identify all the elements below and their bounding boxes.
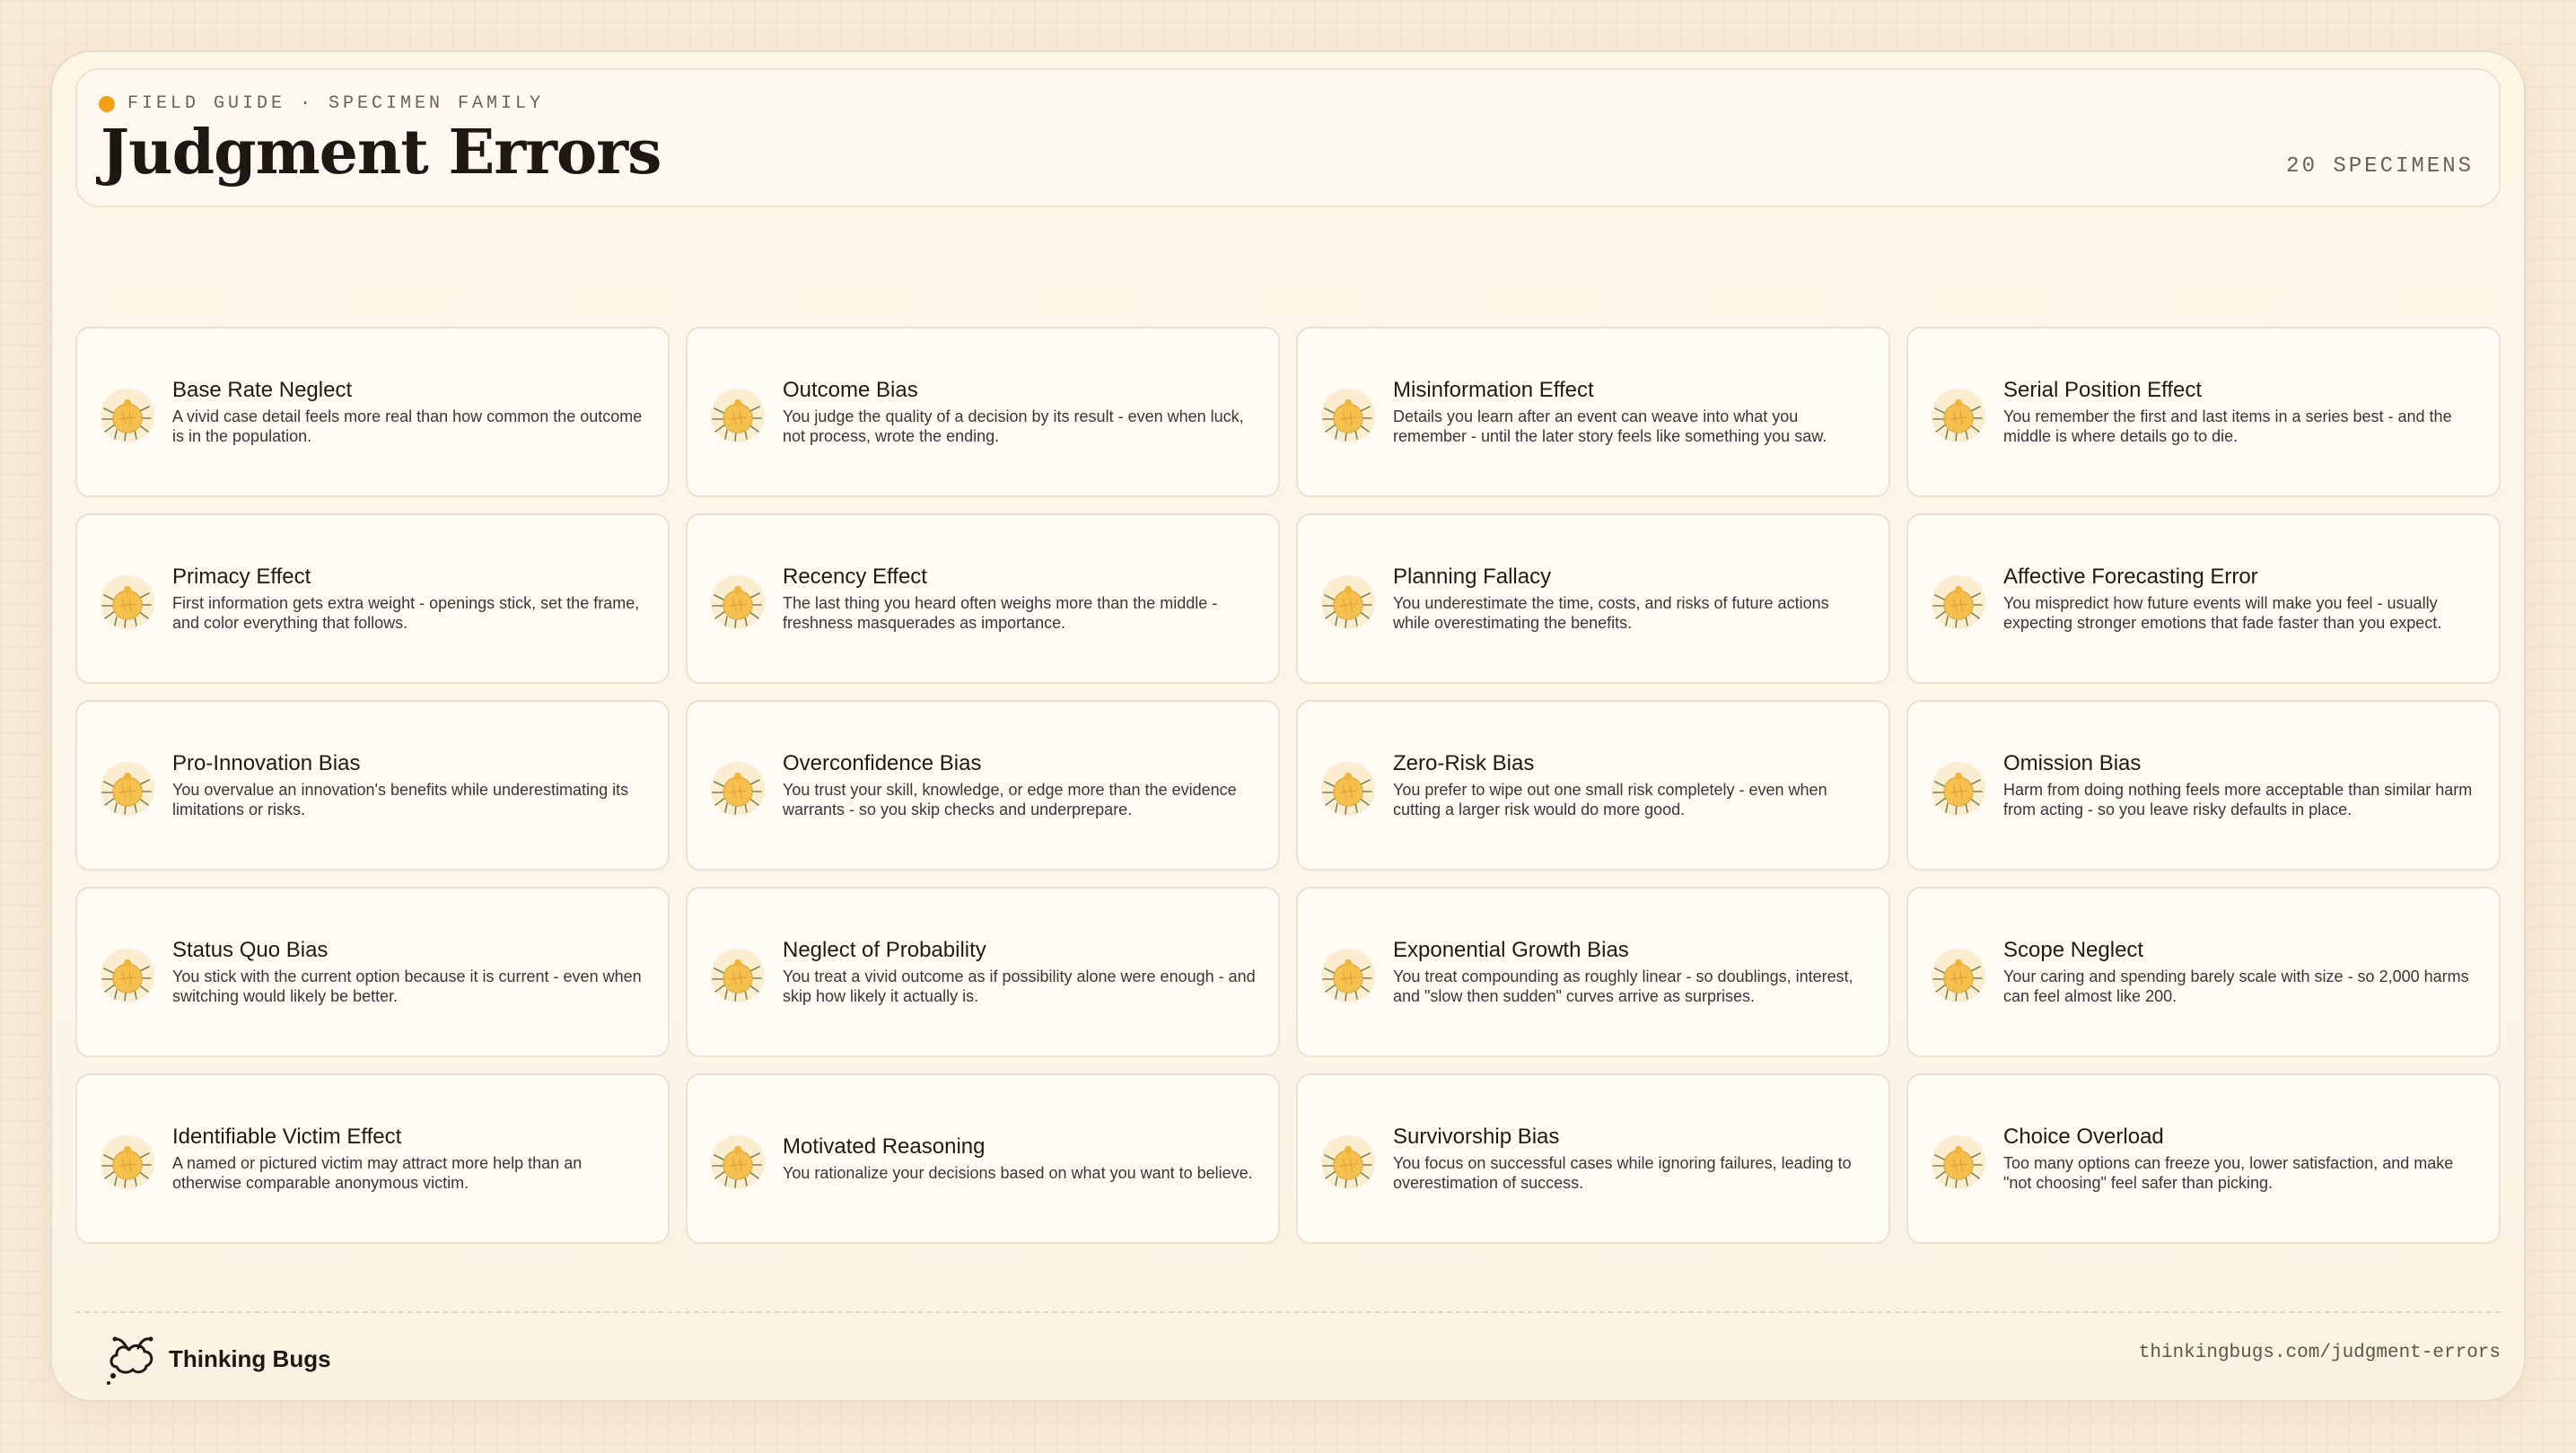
specimen-card-overconfidence-bias[interactable] <box>686 700 1280 871</box>
bug-icon <box>1926 1132 1989 1195</box>
card-text <box>2003 751 2479 819</box>
bug-icon <box>705 758 768 821</box>
card-text <box>2003 938 2479 1006</box>
card-text <box>172 938 648 1006</box>
card-title: Identifiable Victim Effect <box>172 1125 402 1149</box>
card-description: You remember the first and last items in a series best - and the middle is where details go to die. <box>2003 407 2452 445</box>
card-title: Neglect of Probability <box>783 938 986 962</box>
card-description: A named or pictured victim may attract more help than an otherwise comparable anonymous victim. <box>172 1154 583 1192</box>
card-text <box>172 378 648 446</box>
card-description: Too many options can freeze you, lower satisfaction, and make "not choosing" feel safer than picking. <box>2003 1154 2454 1192</box>
card-text <box>1393 565 1869 633</box>
bug-icon <box>705 572 768 635</box>
card-description: You prefer to wipe out one small risk completely - even when cutting a larger risk would do more good. <box>1393 781 1827 818</box>
card-text <box>172 565 648 633</box>
specimen-card-exponential-growth-bias[interactable] <box>1296 887 1890 1057</box>
specimen-card-zero-risk-bias[interactable] <box>1296 700 1890 871</box>
card-description: You stick with the current option because it is current - even when switching would likely be better. <box>172 967 642 1005</box>
card-description: You treat a vivid outcome as if possibility alone were enough - and skip how likely it actually is. <box>783 967 1256 1005</box>
card-text <box>783 1134 1258 1183</box>
card-text <box>783 378 1258 446</box>
card-text <box>783 751 1258 819</box>
specimen-card-primacy-effect[interactable] <box>75 513 670 684</box>
bug-icon <box>1316 758 1379 821</box>
card-title: Status Quo Bias <box>172 938 329 962</box>
card-title: Omission Bias <box>2003 751 2142 775</box>
card-title: Base Rate Neglect <box>172 378 353 402</box>
card-text <box>172 751 648 819</box>
bug-icon <box>705 385 768 448</box>
card-title: Outcome Bias <box>783 378 918 402</box>
bug-icon <box>1926 758 1989 821</box>
card-title: Recency Effect <box>783 565 927 589</box>
card-text <box>783 565 1258 633</box>
specimen-card-serial-position-effect[interactable] <box>1906 327 2501 497</box>
bug-icon <box>705 945 768 1008</box>
status-dot-icon <box>99 96 115 112</box>
bug-icon <box>1316 572 1379 635</box>
card-description: The last thing you heard often weighs more than the middle - freshness masquerades as importance. <box>783 594 1218 632</box>
card-title: Survivorship Bias <box>1393 1125 1560 1149</box>
specimen-card-survivorship-bias[interactable] <box>1296 1073 1890 1244</box>
card-title: Pro-Innovation Bias <box>172 751 361 775</box>
brand-link[interactable] <box>104 1331 331 1387</box>
specimen-card-choice-overload[interactable] <box>1906 1073 2501 1244</box>
card-description: You underestimate the time, costs, and risks of future actions while overestimating the benefits. <box>1393 594 1829 632</box>
thinking-bugs-logo-icon <box>104 1331 160 1387</box>
specimen-card-status-quo-bias[interactable] <box>75 887 670 1057</box>
specimen-card-base-rate-neglect[interactable] <box>75 327 670 497</box>
card-text <box>1393 1125 1869 1193</box>
card-description: You focus on successful cases while ignoring failures, leading to overestimation of success. <box>1393 1154 1852 1192</box>
bug-icon <box>1316 385 1379 448</box>
card-title: Misinformation Effect <box>1393 378 1594 402</box>
specimen-card-scope-neglect[interactable] <box>1906 887 2501 1057</box>
bug-icon <box>1926 385 1989 448</box>
card-title: Scope Neglect <box>2003 938 2144 962</box>
page-header <box>75 68 2501 207</box>
card-description: Harm from doing nothing feels more acceptable than similar harm from acting - so you leave risky defaults in place. <box>2003 781 2473 818</box>
bug-icon <box>95 1132 158 1195</box>
card-text <box>2003 565 2479 633</box>
card-title: Choice Overload <box>2003 1125 2164 1149</box>
card-text <box>1393 378 1869 446</box>
card-text <box>1393 938 1869 1006</box>
bug-icon <box>1926 945 1989 1008</box>
specimen-card-recency-effect[interactable] <box>686 513 1280 684</box>
card-description: You trust your skill, knowledge, or edge more than the evidence warrants - so you skip checks and underprepare. <box>783 781 1237 818</box>
brand-name: Thinking Bugs <box>169 1344 331 1372</box>
bug-icon <box>1316 1132 1379 1195</box>
card-description: You overvalue an innovation's benefits while underestimating its limitations or risks. <box>172 781 629 818</box>
specimen-card-identifiable-victim-effect[interactable] <box>75 1073 670 1244</box>
specimen-card-motivated-reasoning[interactable] <box>686 1073 1280 1244</box>
card-title: Affective Forecasting Error <box>2003 565 2258 589</box>
card-description: Your caring and spending barely scale with size - so 2,000 harms can feel almost like 200. <box>2003 967 2469 1005</box>
card-text <box>2003 378 2479 446</box>
card-text <box>783 938 1258 1006</box>
page-url-link[interactable]: thinkingbugs.com/judgment-errors <box>2138 1343 2501 1363</box>
specimen-count: 20 SPECIMENS <box>2286 154 2474 179</box>
card-text <box>1393 751 1869 819</box>
footer-divider <box>75 1311 2501 1313</box>
card-title: Primacy Effect <box>172 565 311 589</box>
specimen-card-misinformation-effect[interactable] <box>1296 327 1890 497</box>
bug-icon <box>1316 945 1379 1008</box>
card-title: Overconfidence Bias <box>783 751 982 775</box>
card-title: Serial Position Effect <box>2003 378 2203 402</box>
specimen-card-planning-fallacy[interactable] <box>1296 513 1890 684</box>
specimen-card-pro-innovation-bias[interactable] <box>75 700 670 871</box>
specimen-card-outcome-bias[interactable] <box>686 327 1280 497</box>
bug-icon <box>95 572 158 635</box>
card-description: First information gets extra weight - openings stick, set the frame, and color everything that follows. <box>172 594 640 632</box>
bug-icon <box>705 1132 768 1195</box>
card-description: Details you learn after an event can weave into what you remember - until the later story feels like something you saw. <box>1393 407 1827 445</box>
card-description: You treat compounding as roughly linear - so doublings, interest, and "slow then sudden" curves arrive as surprises. <box>1393 967 1853 1005</box>
card-title: Zero-Risk Bias <box>1393 751 1535 775</box>
specimen-card-omission-bias[interactable] <box>1906 700 2501 871</box>
card-text <box>172 1125 648 1193</box>
card-description: You mispredict how future events will make you feel - usually expecting stronger emotions that fade faster than you expect. <box>2003 594 2442 632</box>
specimen-grid <box>75 327 2501 1244</box>
page-title: Judgment Errors <box>101 117 662 188</box>
card-title: Planning Fallacy <box>1393 565 1552 589</box>
card-text <box>2003 1125 2479 1193</box>
bug-icon <box>95 758 158 821</box>
specimen-card-affective-forecasting-error[interactable] <box>1906 513 2501 684</box>
kicker <box>99 93 544 114</box>
card-title: Exponential Growth Bias <box>1393 938 1629 962</box>
specimen-card-neglect-of-probability[interactable] <box>686 887 1280 1057</box>
bug-icon <box>95 945 158 1008</box>
card-description: You judge the quality of a decision by its result - even when luck, not process, wrote the ending. <box>783 407 1244 445</box>
card-description: A vivid case detail feels more real than how common the outcome is in the population. <box>172 407 643 445</box>
card-description: You rationalize your decisions based on what you want to believe. <box>783 1164 1253 1182</box>
card-title: Motivated Reasoning <box>783 1134 986 1159</box>
bug-icon <box>95 385 158 448</box>
kicker-label: FIELD GUIDE · SPECIMEN FAMILY <box>127 93 545 114</box>
bug-icon <box>1926 572 1989 635</box>
